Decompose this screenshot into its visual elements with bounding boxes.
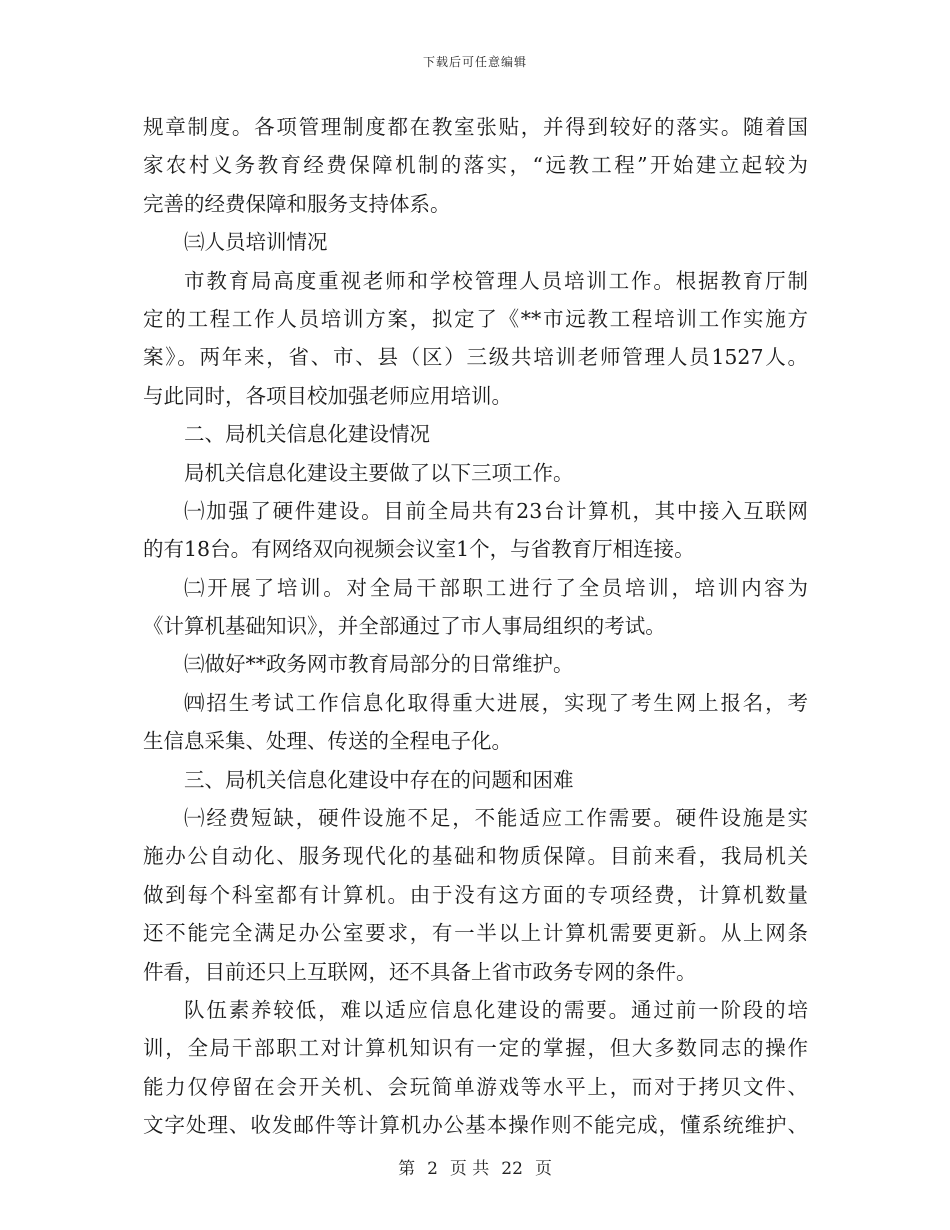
paragraph-line: 二、局机关信息化建设情况 (184, 422, 430, 447)
paragraph-line: 的有18台。有网络双向视频会议室1个，与省教育厅相连接。 (143, 537, 695, 562)
paragraph-line: 局机关信息化建设主要做了以下三项工作。 (184, 460, 574, 485)
paragraph-line: 训，全局干部职工对计算机知识有一定的掌握，但大多数同志的操作 (143, 1036, 808, 1061)
paragraph-line: 《计算机基础知识》，并全部通过了市人事局组织的考试。 (143, 614, 666, 639)
paragraph-line: 规章制度。各项管理制度都在教室张贴，并得到较好的落实。随着国 (143, 115, 808, 139)
paragraph-line: 完善的经费保障和服务支持体系。 (143, 191, 451, 216)
paragraph-line: 案》。两年来，省、市、县（区）三级共培训老师管理人员1527人。 (143, 345, 808, 370)
paragraph-line: ㈡开展了培训。对全局干部职工进行了全员培训，培训内容为 (184, 575, 808, 600)
footer-page-number: 2 (427, 1159, 438, 1179)
paragraph-line: ㈠加强了硬件建设。目前全局共有23台计算机，其中接入互联网 (184, 498, 808, 523)
paragraph-line: 生信息采集、处理、传送的全程电子化。 (143, 729, 512, 754)
paragraph-line: 做到每个科室都有计算机。由于没有这方面的专项经费，计算机数量 (143, 882, 808, 907)
paragraph-line: 件看，目前还只上互联网，还不具备上省市政务专网的条件。 (143, 959, 697, 984)
paragraph-line: ㈣招生考试工作信息化取得重大进展，实现了考生网上报名，考 (184, 690, 808, 715)
paragraph-line: ㈠经费短缺，硬件设施不足，不能适应工作需要。硬件设施是实 (184, 806, 808, 831)
paragraph-line: 市教育局高度重视老师和学校管理人员培训工作。根据教育厅制 (184, 268, 808, 293)
footer-middle: 页 共 (449, 1159, 490, 1179)
paragraph-line: 定的工程工作人员培训方案，拟定了《**市远教工程培训工作实施方 (143, 306, 808, 331)
paragraph-line: 文字处理、收发邮件等计算机办公基本操作则不能完成，懂系统维护、 (143, 1113, 808, 1138)
page-footer (0, 1154, 950, 1179)
footer-prefix: 第 (398, 1159, 416, 1179)
paragraph-line: 队伍素养较低，难以适应信息化建设的需要。通过前一阶段的培 (184, 997, 808, 1022)
paragraph-line: ㈢人员培训情况 (184, 230, 328, 255)
footer-suffix: 页 (534, 1159, 552, 1179)
paragraph-line: 三、局机关信息化建设中存在的问题和困难 (184, 767, 574, 792)
paragraph-line: 与此同时，各项目校加强老师应用培训。 (143, 383, 512, 408)
footer-total-pages: 22 (501, 1159, 523, 1179)
page-header-note: 下载后可任意编辑 (422, 55, 527, 69)
paragraph-line: ㈢做好**政务网市教育局部分的日常维护。 (184, 652, 574, 677)
paragraph-line: 还不能完全满足办公室要求，有一半以上计算机需要更新。从上网条 (143, 921, 808, 946)
paragraph-line: 家农村义务教育经费保障机制的落实，“远教工程”开始建立起较为 (143, 153, 808, 178)
paragraph-line: 施办公自动化、服务现代化的基础和物质保障。目前来看，我局机关 (143, 844, 808, 869)
paragraph-line: 能力仅停留在会开关机、会玩简单游戏等水平上，而对于拷贝文件、 (143, 1074, 808, 1099)
document-body (143, 108, 808, 1145)
